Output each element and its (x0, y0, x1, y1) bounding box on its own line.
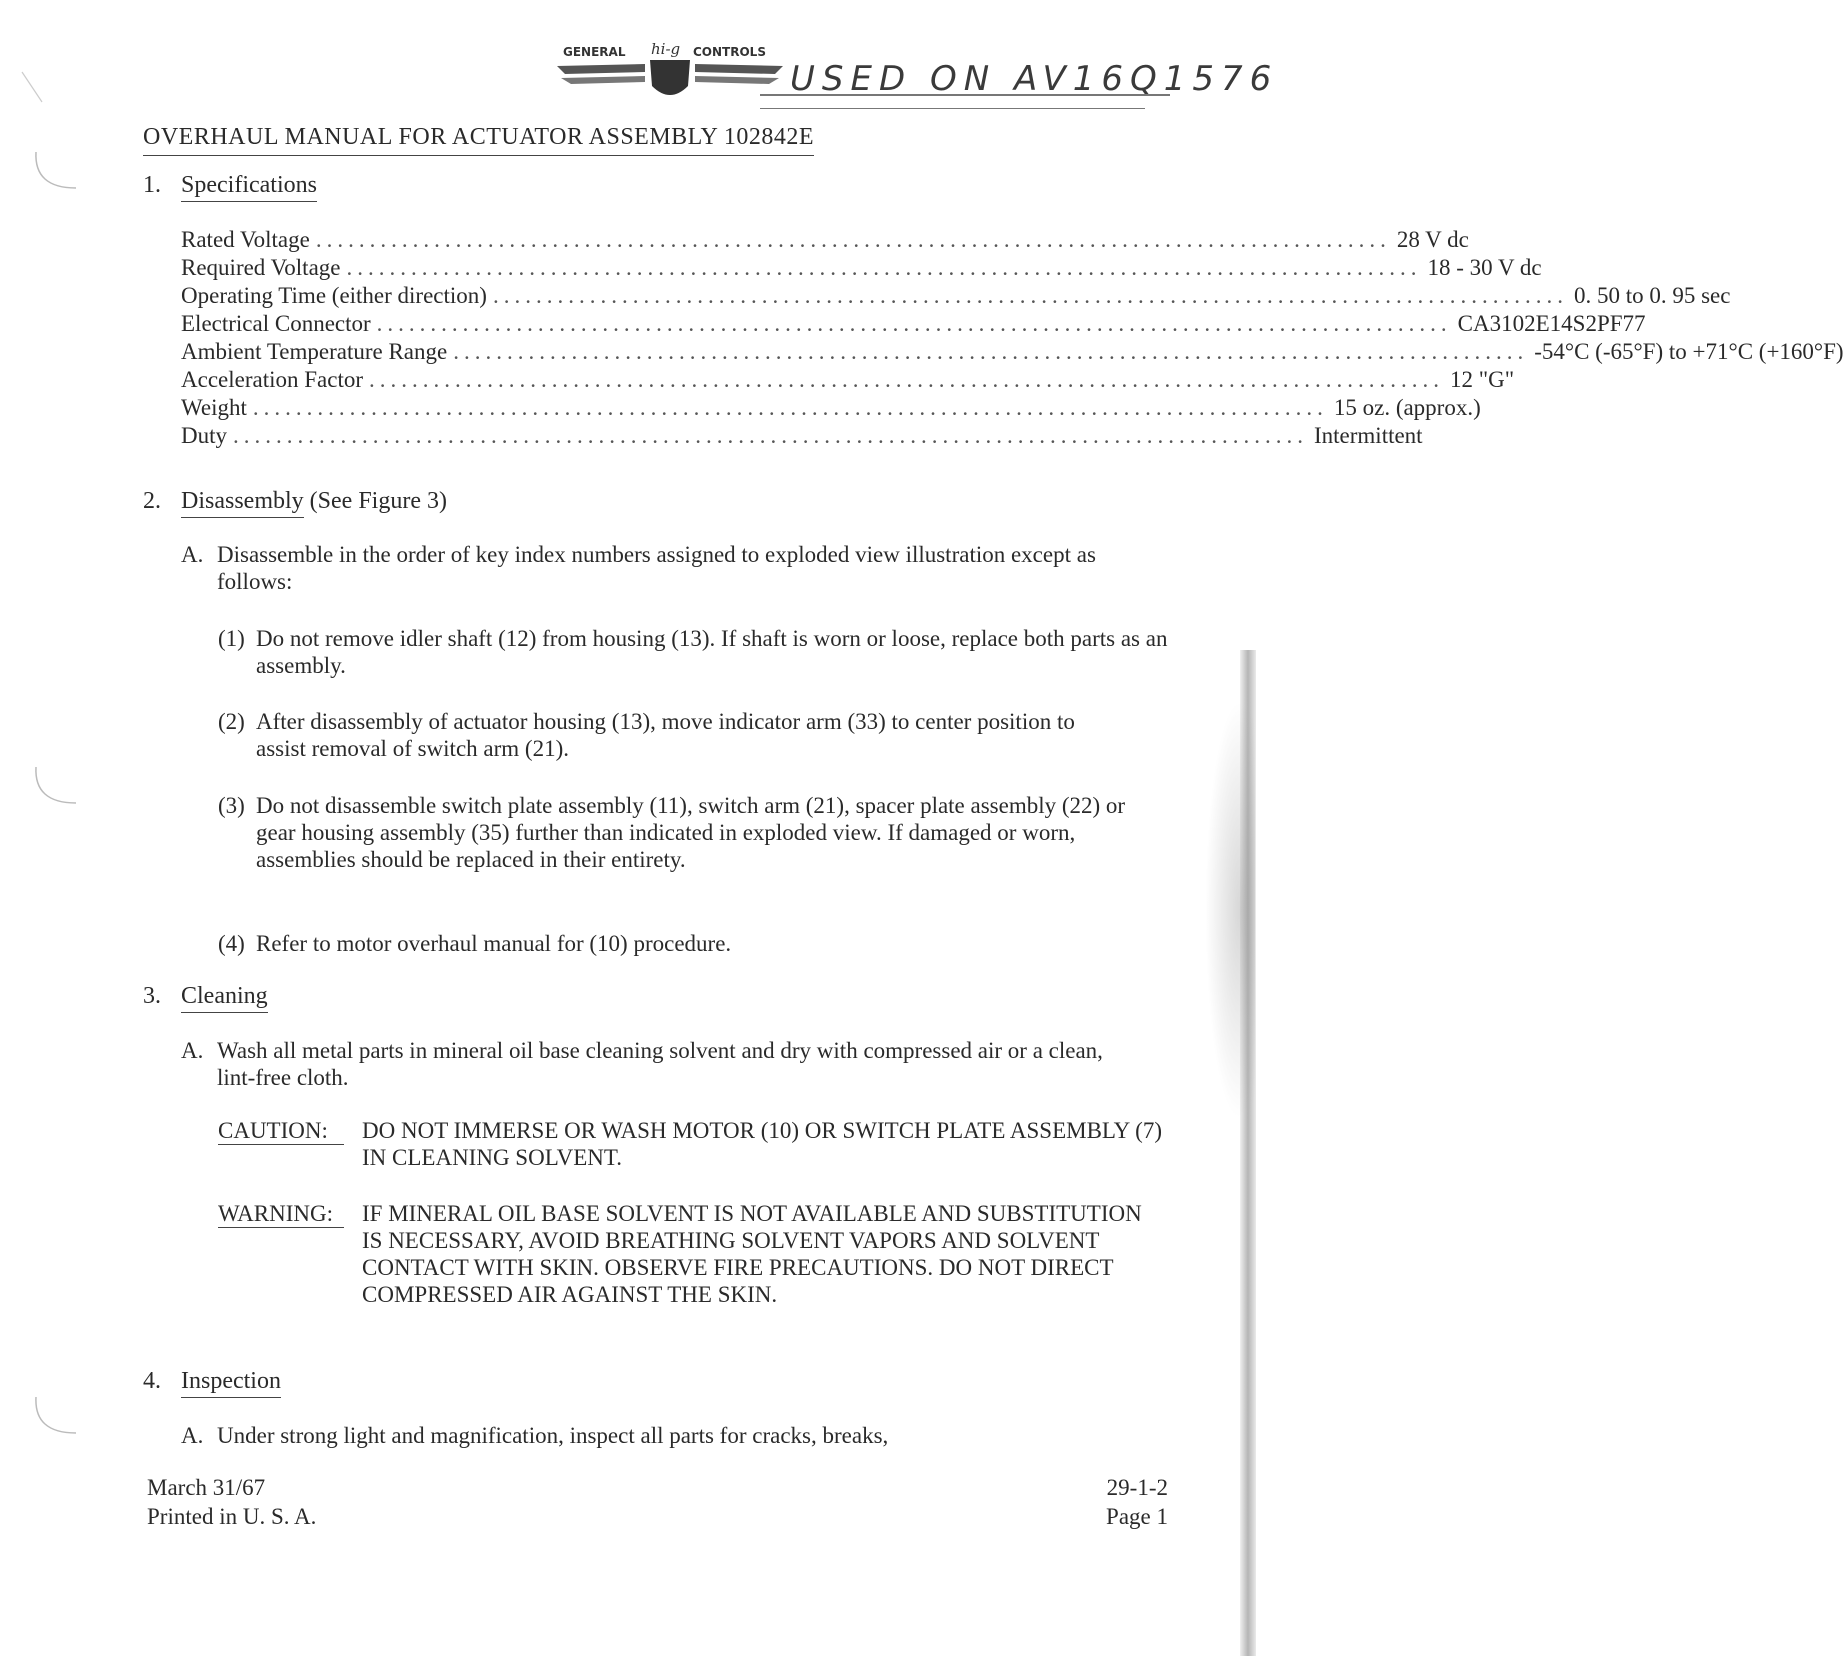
disassembly-step: Refer to motor overhaul manual for (10) procedure. (256, 931, 732, 956)
general-hi-g-controls-logo (555, 38, 785, 108)
cleaning-item-a: Wash all metal parts in mineral oil base cleaning solvent and dry with compressed air or a clean, lint-free cloth. (217, 1038, 1103, 1090)
spec-label: Operating Time (either direction) (181, 283, 487, 308)
disassembly-step: Do not remove idler shaft (12) from housing (13). If shaft is worn or loose, replace both parts as an assembly. (256, 626, 1168, 678)
footer-doc-number: 29-1-2 (1106, 1475, 1168, 1500)
spec-label: Electrical Connector (181, 311, 371, 336)
footer-printed: Printed in U. S. A. (147, 1504, 317, 1529)
spec-value: 12 "G" (1450, 367, 1515, 392)
step-number: (4) (218, 931, 245, 956)
spec-row (181, 367, 1515, 395)
document-title: OVERHAUL MANUAL FOR ACTUATOR ASSEMBLY 102842E (143, 124, 814, 156)
logo-right-text: CONTROLS (693, 45, 766, 59)
leader-dots: .................................................................................................... (233, 423, 1308, 448)
caution-text: DO NOT IMMERSE OR WASH MOTOR (10) OR SWITCH PLATE ASSEMBLY (7) IN CLEANING SOLVENT. (362, 1118, 1162, 1170)
section-number: 2. (143, 488, 161, 514)
scan-smudge (1205, 700, 1255, 1120)
warning-label: WARNING: (218, 1200, 344, 1228)
spec-row (181, 227, 1469, 255)
spec-row (181, 255, 1542, 283)
disassembly-item-a: Disassemble in the order of key index numbers assigned to exploded view illustration except as follows: (217, 542, 1096, 594)
item-letter: A. (181, 1423, 204, 1448)
footer-page-number: Page 1 (1106, 1504, 1168, 1529)
logo-left-text: GENERAL (563, 45, 626, 59)
section-title: Cleaning (181, 983, 268, 1013)
spec-row (181, 283, 1731, 311)
section-title: Inspection (181, 1368, 281, 1398)
section-title: Specifications (181, 172, 317, 202)
binder-hole-mark (30, 150, 80, 195)
handwritten-underline-2 (760, 108, 1145, 109)
spec-value: Intermittent (1314, 423, 1423, 448)
section-number: 3. (143, 983, 161, 1009)
section-cleaning-heading (143, 983, 268, 1010)
binder-hole-mark (30, 1395, 80, 1440)
spec-value: 15 oz. (approx.) (1333, 395, 1481, 420)
spec-value: 18 - 30 V dc (1427, 255, 1542, 280)
disassembly-step: After disassembly of actuator housing (13), move indicator arm (33) to center position to assist removal of switch arm (21). (256, 709, 1075, 761)
section-disassembly-heading (143, 488, 447, 515)
item-letter: A. (181, 1038, 204, 1063)
spec-label: Required Voltage (181, 255, 341, 280)
spec-value: -54°C (-65°F) to +71°C (+160°F) (1534, 339, 1844, 364)
leader-dots: .................................................................................................... (315, 227, 1391, 252)
step-number: (2) (218, 709, 245, 734)
section-inspection-heading (143, 1368, 281, 1395)
spec-label: Acceleration Factor (181, 367, 363, 392)
spec-row (181, 311, 1646, 339)
spec-label: Ambient Temperature Range (181, 339, 448, 364)
spec-value: 28 V dc (1396, 227, 1469, 252)
spec-label: Weight (181, 395, 247, 420)
spec-label: Rated Voltage (181, 227, 310, 252)
leader-dots: .................................................................................................... (453, 339, 1529, 364)
spec-row (181, 423, 1423, 451)
handwritten-note: USED ON AV16Q1576 (790, 59, 1279, 99)
item-letter: A. (181, 542, 204, 567)
spec-value: CA3102E14S2PF77 (1457, 311, 1646, 336)
leader-dots: .................................................................................................... (369, 367, 1444, 392)
section-number: 4. (143, 1368, 161, 1394)
spec-value: 0. 50 to 0. 95 sec (1573, 283, 1731, 308)
step-number: (1) (218, 626, 245, 651)
corner-mark (18, 68, 48, 108)
leader-dots: .................................................................................................... (252, 395, 1328, 420)
inspection-item-a: Under strong light and magnification, inspect all parts for cracks, breaks, (217, 1423, 889, 1448)
spec-row (181, 339, 1844, 367)
section-title: Disassembly (181, 488, 304, 518)
leader-dots: .................................................................................................... (376, 311, 1452, 336)
leader-dots: .................................................................................................... (492, 283, 1568, 308)
handwritten-underline (760, 94, 1170, 96)
caution-label: CAUTION: (218, 1117, 344, 1145)
section-title-suffix: (See Figure 3) (309, 488, 447, 514)
spec-label: Duty (181, 423, 227, 448)
section-specifications-heading (143, 172, 317, 199)
step-number: (3) (218, 793, 245, 818)
disassembly-step: Do not disassemble switch plate assembly (11), switch arm (21), spacer plate assembly (22) or gear housing assembly (35) further than indicated in exploded view. If damaged or worn, assemblies should be replaced in their entirety. (256, 793, 1126, 872)
logo-mid-text: hi-g (651, 40, 681, 58)
leader-dots: .................................................................................................... (346, 255, 1422, 280)
warning-text: IF MINERAL OIL BASE SOLVENT IS NOT AVAILABLE AND SUBSTITUTION IS NECESSARY, AVOID BREATHING SOLVENT VAPORS AND SOLVENT CONTACT WITH SKIN. OBSERVE FIRE PRECAUTIONS. DO NOT DIRECT COMPRESSED AIR AGAINST THE SKIN. (362, 1201, 1142, 1307)
footer-date: March 31/67 (147, 1475, 266, 1500)
spec-row (181, 395, 1481, 423)
binder-hole-mark (30, 765, 80, 810)
section-number: 1. (143, 172, 161, 198)
